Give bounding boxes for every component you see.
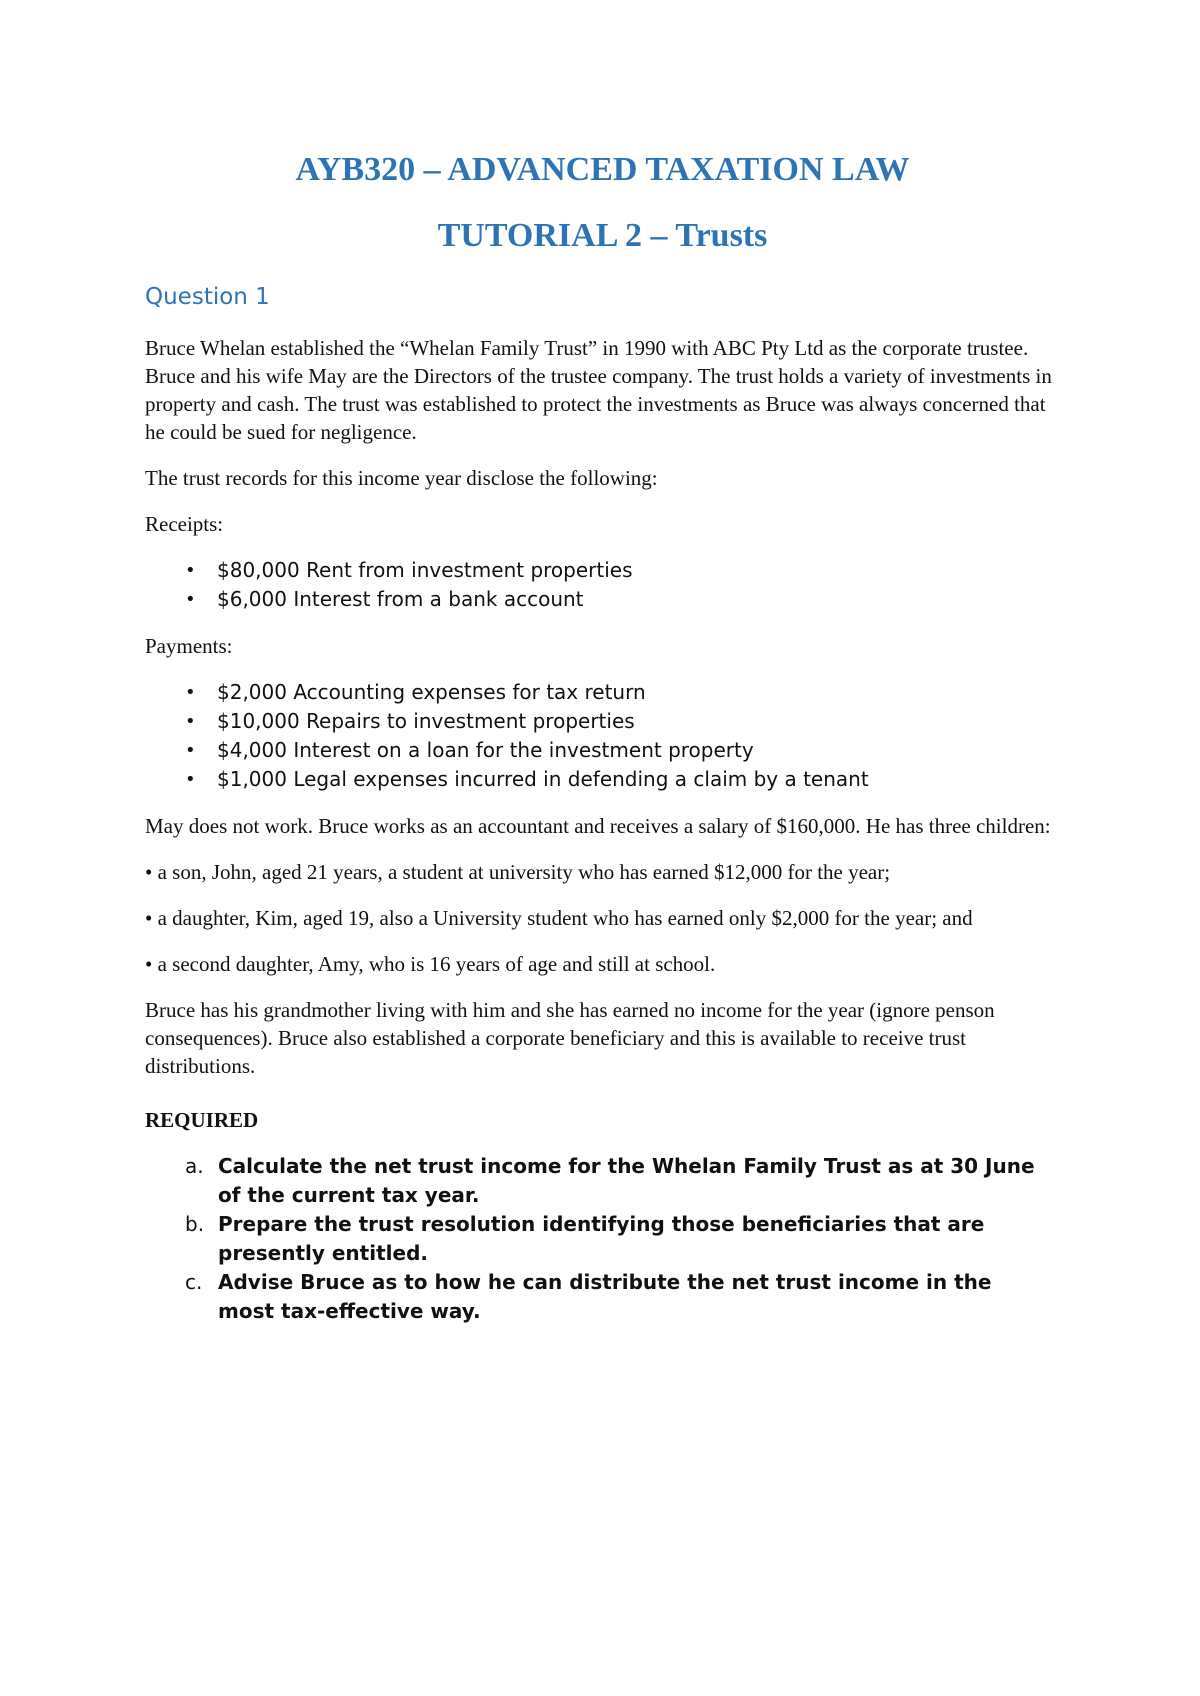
bullet-icon: • xyxy=(185,589,196,610)
list-item xyxy=(145,707,1060,736)
receipt-text: $6,000 Interest from a bank account xyxy=(217,587,584,611)
family-paragraph: May does not work. Bruce works as an accountant and receives a salary of $160,000. He has three children: xyxy=(145,814,1051,838)
tutorial-title: TUTORIAL 2 – Trusts xyxy=(437,217,768,254)
list-item xyxy=(145,678,1060,707)
required-text: Prepare the trust resolution identifying those beneficiaries that are presently entitled. xyxy=(218,1212,985,1265)
child-amy: • a second daughter, Amy, who is 16 years of age and still at school. xyxy=(145,952,716,976)
list-item xyxy=(145,1152,1060,1210)
intro-paragraph: Bruce Whelan established the “Whelan Family Trust” in 1990 with ABC Pty Ltd as the corporate trustee. Bruce and his wife May are the Directors of the trustee company. The trust holds a variety of investments in property and cash. The trust was established to protect the investments as Bruce was always concerned that he could be sued for negligence. xyxy=(145,336,1052,444)
list-item xyxy=(145,736,1060,765)
grandmother-paragraph: Bruce has his grandmother living with him and she has earned no income for the year (ignore penson consequences). Bruce also established a corporate beneficiary and this is available to receive trust distributions. xyxy=(145,998,995,1078)
payments-label: Payments: xyxy=(145,634,233,658)
list-item xyxy=(145,1268,1060,1326)
list-item xyxy=(145,765,1060,794)
child-john: • a son, John, aged 21 years, a student at university who has earned $12,000 for the year; xyxy=(145,860,891,884)
records-paragraph: The trust records for this income year disclose the following: xyxy=(145,466,658,490)
bullet-icon: • xyxy=(185,711,196,732)
child-kim: • a daughter, Kim, aged 19, also a University student who has earned only $2,000 for the year; and xyxy=(145,906,973,930)
document-title: AYB320 – ADVANCED TAXATION LAW xyxy=(295,151,910,188)
list-marker: c. xyxy=(185,1270,203,1294)
payment-text: $2,000 Accounting expenses for tax return xyxy=(217,680,646,704)
list-marker: a. xyxy=(185,1154,204,1178)
list-item xyxy=(145,556,1060,585)
payment-text: $4,000 Interest on a loan for the investment property xyxy=(217,738,754,762)
question-heading: Question 1 xyxy=(145,284,270,310)
bullet-icon: • xyxy=(185,560,196,581)
required-text: Calculate the net trust income for the Whelan Family Trust as at 30 June of the current tax year. xyxy=(218,1154,1035,1207)
list-marker: b. xyxy=(185,1212,205,1236)
receipts-list xyxy=(145,556,1060,614)
list-item xyxy=(145,1210,1060,1268)
bullet-icon: • xyxy=(185,740,196,761)
bullet-icon: • xyxy=(185,682,196,703)
list-item xyxy=(145,585,1060,614)
receipt-text: $80,000 Rent from investment properties xyxy=(217,558,633,582)
required-heading: REQUIRED xyxy=(145,1108,259,1132)
bullet-icon: • xyxy=(185,769,196,790)
payment-text: $1,000 Legal expenses incurred in defending a claim by a tenant xyxy=(217,767,869,791)
required-list xyxy=(145,1152,1060,1326)
payment-text: $10,000 Repairs to investment properties xyxy=(217,709,635,733)
receipts-label: Receipts: xyxy=(145,512,224,536)
payments-list xyxy=(145,678,1060,794)
required-text: Advise Bruce as to how he can distribute the net trust income in the most tax-effective way. xyxy=(218,1270,992,1323)
